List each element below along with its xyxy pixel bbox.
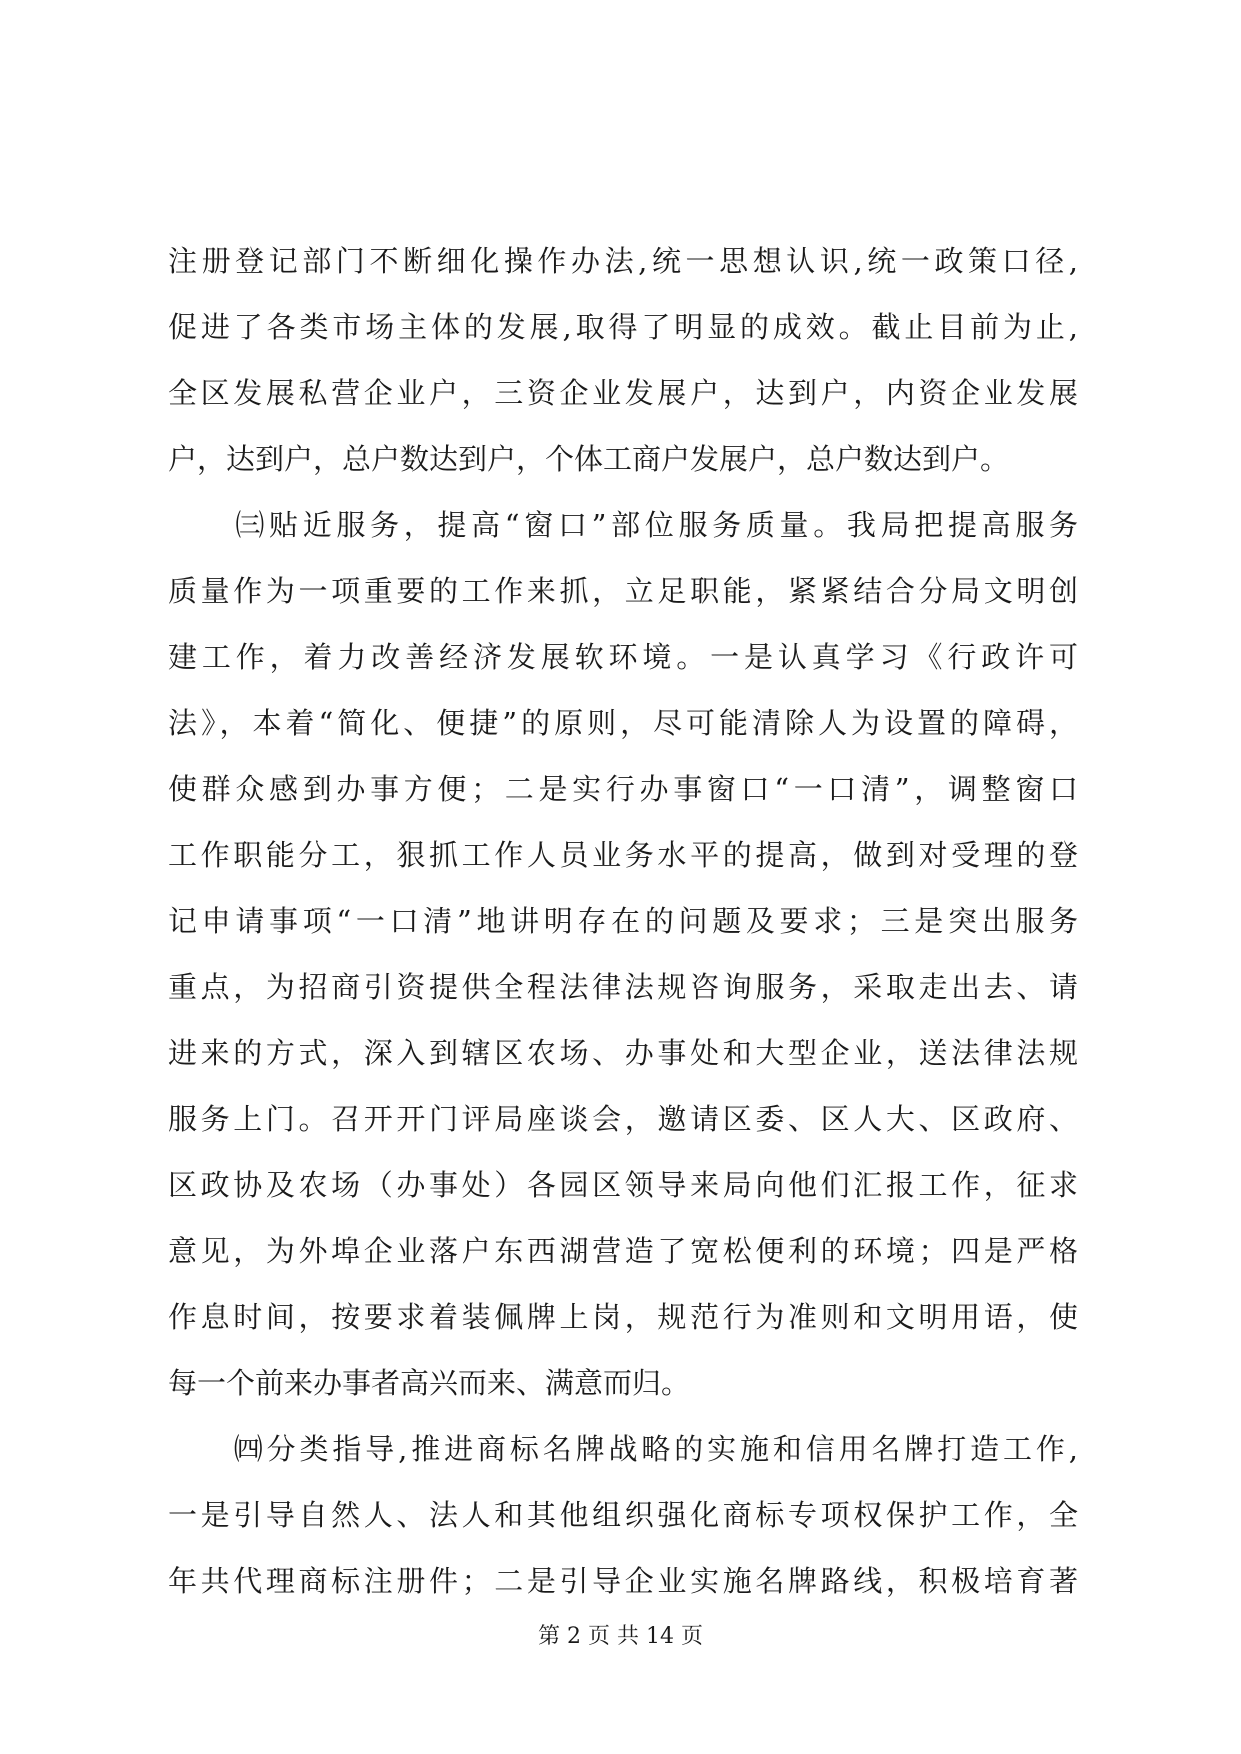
text-line: 注册登记部门不断细化操作办法,统一思想认识,统一政策口径,: [168, 244, 1078, 278]
text-line: 工作职能分工，狠抓工作人员业务水平的提高，做到对受理的登: [168, 838, 1078, 872]
text-line: 法》，本着“简化、便捷”的原则，尽可能清除人为设置的障碍，: [168, 706, 1078, 740]
text-line: 建工作，着力改善经济发展软环境。一是认真学习《行政许可: [168, 640, 1078, 674]
text-line: 使群众感到办事方便；二是实行办事窗口“一口清”，调整窗口: [168, 772, 1078, 806]
text-line: 年共代理商标注册件；二是引导企业实施名牌路线，积极培育著: [168, 1564, 1078, 1598]
text-line: 进来的方式，深入到辖区农场、办事处和大型企业，送法律法规: [168, 1036, 1078, 1070]
text-line: 每一个前来办事者高兴而来、满意而归。: [168, 1366, 691, 1400]
text-line: 作息时间，按要求着装佩牌上岗，规范行为准则和文明用语，使: [168, 1300, 1078, 1334]
page-number-footer: 第 2 页 共 14 页: [538, 1624, 703, 1649]
text-line: 全区发展私营企业户，三资企业发展户，达到户，内资企业发展: [168, 376, 1078, 410]
text-line: 意见，为外埠企业落户东西湖营造了宽松便利的环境；四是严格: [168, 1234, 1078, 1268]
text-line: 户，达到户，总户数达到户，个体工商户发展户，总户数达到户。: [168, 442, 1010, 476]
text-line: 记申请事项“一口清”地讲明存在的问题及要求；三是突出服务: [168, 904, 1078, 938]
document-body: [168, 228, 1078, 1614]
text-line: 服务上门。召开开门评局座谈会，邀请区委、区人大、区政府、: [168, 1102, 1078, 1136]
text-line: 促进了各类市场主体的发展,取得了明显的成效。截止目前为止,: [168, 310, 1078, 344]
text-line: 质量作为一项重要的工作来抓，立足职能，紧紧结合分局文明创: [168, 574, 1078, 608]
text-line: 区政协及农场（办事处）各园区领导来局向他们汇报工作，征求: [168, 1168, 1078, 1202]
text-line: 一是引导自然人、法人和其他组织强化商标专项权保护工作，全: [168, 1498, 1078, 1532]
text-line: ㈢贴近服务，提高“窗口”部位服务质量。我局把提高服务: [168, 508, 1078, 542]
text-line: ㈣分类指导,推进商标名牌战略的实施和信用名牌打造工作,: [168, 1432, 1078, 1466]
text-line: 重点，为招商引资提供全程法律法规咨询服务，采取走出去、请: [168, 970, 1078, 1004]
